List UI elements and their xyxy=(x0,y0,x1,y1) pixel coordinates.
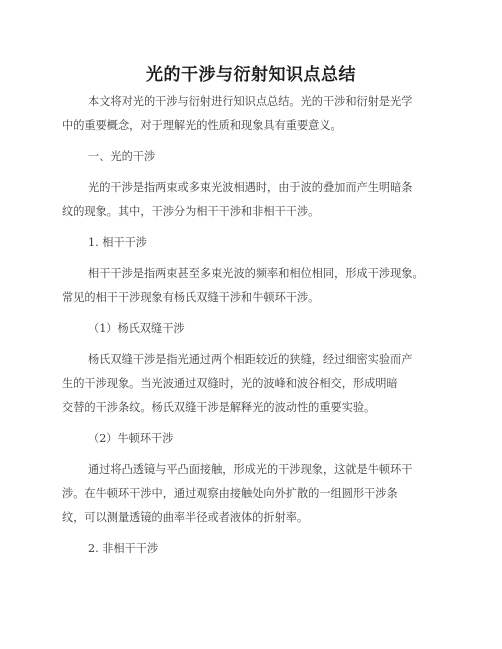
paragraph-line: 通过将凸透镜与平凸面接触，形成光的干涉现象，这就是牛顿环干 xyxy=(88,463,413,476)
intro-line-1: 本文将对光的干涉与衍射进行知识点总结。光的干涉和衍射是光学 xyxy=(88,95,413,108)
subheading-young: （1）杨氏双缝干涉 xyxy=(88,322,185,335)
document-title: 光的干涉与衍射知识点总结 xyxy=(146,65,356,85)
paragraph-line: 交替的干涉条纹。杨氏双缝干涉是解释光的波动性的重要实验。 xyxy=(62,401,376,414)
paragraph-line: 纹的现象。其中，干涉分为相干干涉和非相干干涉。 xyxy=(62,205,320,218)
subheading-incoherent: 2. 非相干干涉 xyxy=(88,542,159,555)
paragraph-line: 杨氏双缝干涉是指光通过两个相距较近的狭缝，经过细密实验而产 xyxy=(88,353,413,366)
paragraph-line: 生的干涉现象。当光波通过双缝时，光的波峰和波谷相交，形成明暗 xyxy=(62,377,398,390)
paragraph-line: 常见的相干干涉现象有杨氏双缝干涉和牛顿环干涉。 xyxy=(62,291,320,304)
subheading-newton: （2）牛顿环干涉 xyxy=(88,432,174,445)
subheading-coherent: 1. 相干干涉 xyxy=(88,236,147,249)
paragraph-line: 相干干涉是指两束甚至多束光波的频率和相位相同，形成干涉现象。 xyxy=(88,267,424,280)
paragraph-line: 纹，可以测量透镜的曲率半径或者液体的折射率。 xyxy=(62,511,309,524)
paragraph-line: 涉。在牛顿环干涉中，通过观察由接触处向外扩散的一组圆形干涉条 xyxy=(62,487,398,500)
paragraph-line: 光的干涉是指两束或多束光波相遇时，由于波的叠加而产生明暗条 xyxy=(88,181,413,194)
section-heading-interference: 一、光的干涉 xyxy=(88,150,156,163)
intro-line-2: 中的重要概念，对于理解光的性质和现象具有重要意义。 xyxy=(62,119,342,132)
